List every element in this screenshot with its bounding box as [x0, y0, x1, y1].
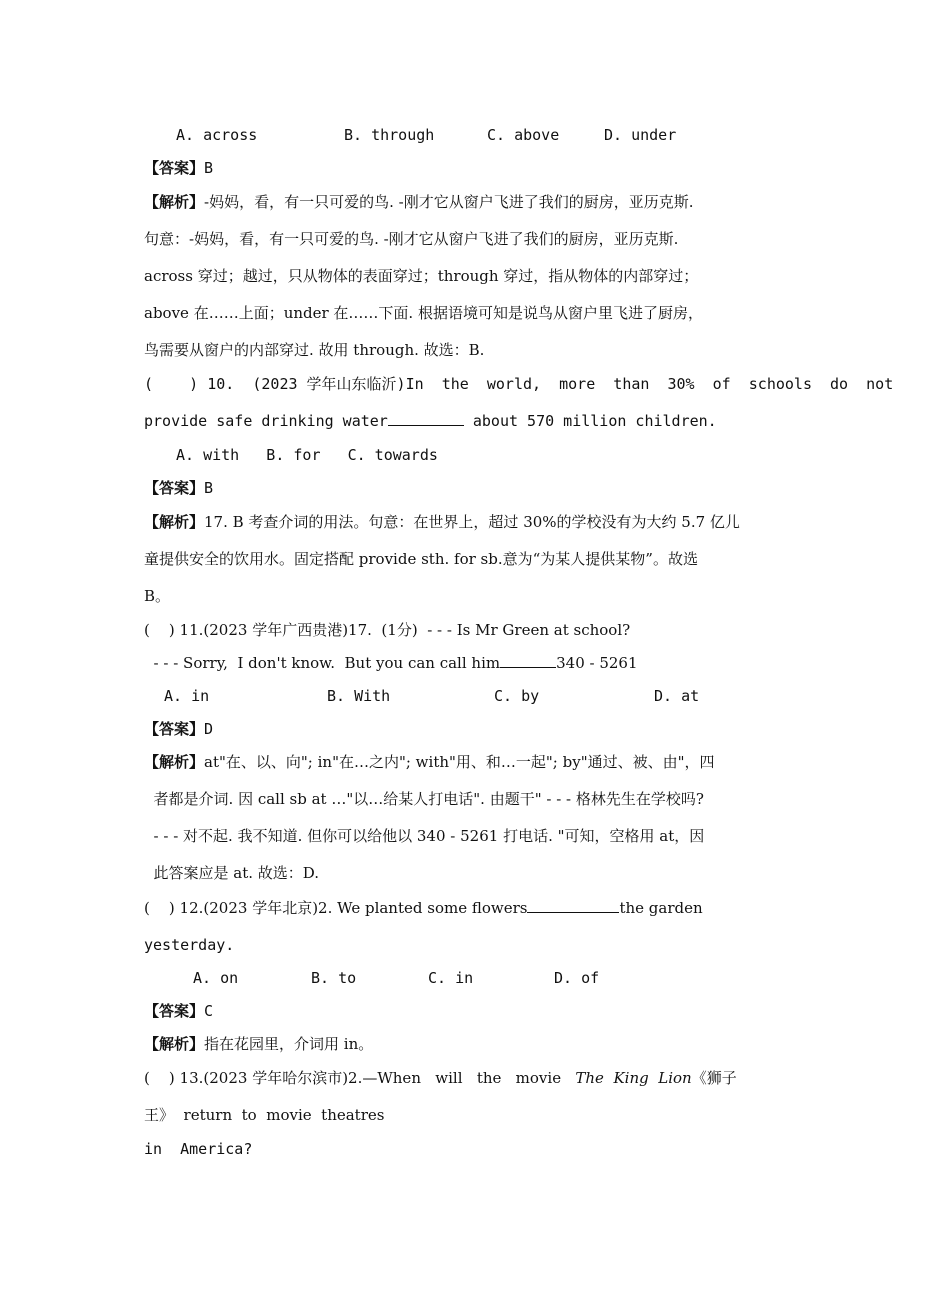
q9-analysis-line-4: above 在……上面；under 在……下面. 根据语境可知是说鸟从窗户里飞进了厨房，	[144, 304, 703, 322]
q11-question-line-2: - - - Sorry, I don't know. But you can call him 340 - 5261	[144, 654, 638, 672]
q9-option-b: B. through	[344, 126, 435, 144]
q9-analysis-line-1: 【解析】-妈妈，看，有一只可爱的鸟. -刚才它从窗户飞进了我们的厨房，亚历克斯.	[144, 193, 694, 211]
q9-analysis-line-3: across 穿过；越过，只从物体的表面穿过；through 穿过，指从物体的内部穿过；	[144, 267, 699, 285]
q9-option-c: C. above	[487, 126, 560, 144]
q11-question-line-1: ( ) 11.(2023 学年广西贵港)17. (1分) - - - Is Mr Green at school?	[144, 621, 631, 639]
q12-option-a: A. on	[193, 969, 239, 987]
q9-analysis-line-2: 句意：-妈妈，看，有一只可爱的鸟. -刚才它从窗户飞进了我们的厨房，亚历克斯.	[144, 230, 679, 248]
q12-option-b: B. to	[311, 969, 357, 987]
q12-analysis: 【解析】指在花园里，介词用 in。	[144, 1035, 374, 1053]
q10-blank	[388, 411, 464, 426]
q13-question-line-1: ( ) 13.(2023 学年哈尔滨市)2.—When will the movie The King Lion《狮子	[144, 1069, 737, 1087]
q12-blank	[527, 898, 619, 913]
q11-analysis-line-1: 【解析】at"在、以、向"; in"在…之内"; with"用、和…一起"; by"通过、被、由"，四	[144, 753, 715, 771]
q10-analysis-line-2: 童提供安全的饮用水。固定搭配 provide sth. for sb.意为“为某人提供某物”。故选	[144, 550, 698, 568]
q9-analysis-line-5: 鸟需要从窗户的内部穿过. 故用 through. 故选：B.	[144, 341, 485, 359]
q11-answer: 【答案】D	[144, 720, 214, 738]
q9-option-d: D. under	[604, 126, 677, 144]
q11-analysis-line-2: 者都是介词. 因 call sb at …"以…给某人打电话". 由题干" - - - 格林先生在学校吗?	[144, 790, 704, 808]
q13-question-line-2: 王》 return to movie theatres	[144, 1106, 385, 1124]
q12-option-c: C. in	[428, 969, 474, 987]
q12-answer: 【答案】C	[144, 1002, 214, 1020]
q13-question-line-3: in America?	[144, 1140, 253, 1158]
q10-options: A. with B. for C. towards	[176, 446, 438, 464]
q10-question-line-1: ( ) 10. (2023 学年山东临沂)In the world, more than 30% of schools do not	[144, 375, 894, 393]
q11-option-c: C. by	[494, 687, 540, 705]
q11-blank	[500, 653, 556, 668]
q11-analysis-line-3: - - - 对不起. 我不知道. 但你可以给他以 340 - 5261 打电话. "可知，空格用 at，因	[144, 827, 705, 845]
q9-option-a: A. across	[176, 126, 258, 144]
q10-analysis-line-1: 【解析】17. B 考查介词的用法。句意：在世界上，超过 30%的学校没有为大约 5.7 亿儿	[144, 513, 740, 531]
q12-option-d: D. of	[554, 969, 600, 987]
q11-option-b: B. With	[327, 687, 391, 705]
q10-question-line-2: provide safe drinking water about 570 million children.	[144, 412, 717, 430]
q12-question-line-1: ( ) 12.(2023 学年北京)2. We planted some flowers the garden	[144, 899, 703, 917]
q11-analysis-line-4: 此答案应是 at. 故选：D.	[144, 864, 320, 882]
q12-question-line-2: yesterday.	[144, 936, 235, 954]
q11-option-a: A. in	[164, 687, 210, 705]
q9-answer: 【答案】B	[144, 159, 214, 177]
q10-analysis-line-3: B。	[144, 587, 171, 605]
q11-option-d: D. at	[654, 687, 700, 705]
q10-answer: 【答案】B	[144, 479, 214, 497]
